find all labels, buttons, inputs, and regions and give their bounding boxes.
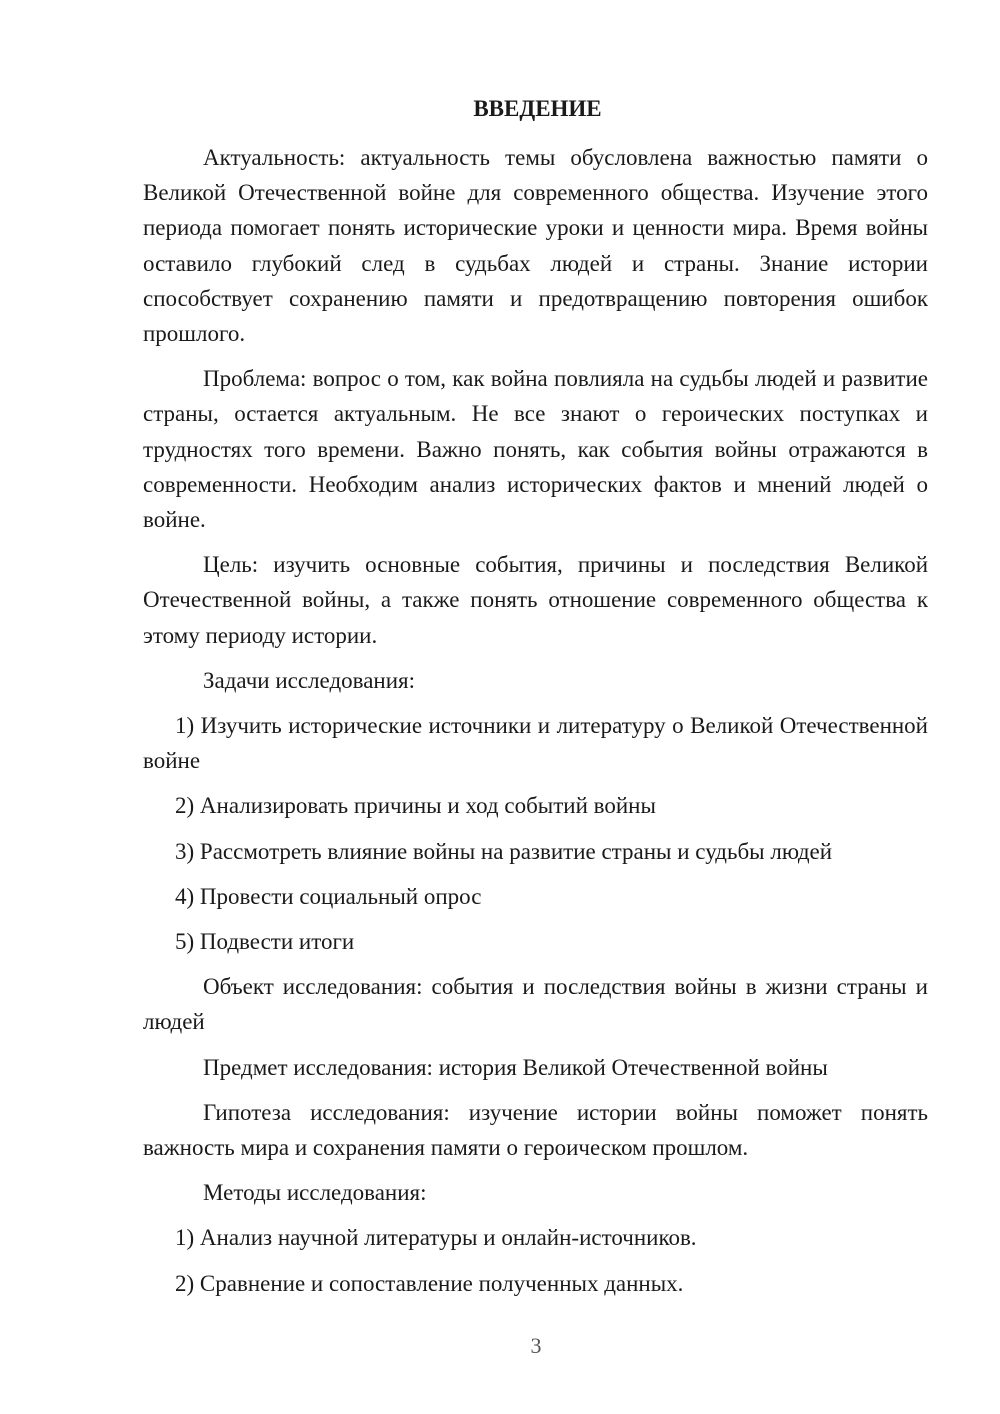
task-item-2: 2) Анализировать причины и ход событий войны — [175, 793, 656, 819]
task-item-1: 1) Изучить исторические источники и литературу о Великой Отечественной войне — [143, 713, 928, 774]
hypothesis-paragraph: Гипотеза исследования: изучение истории войны поможет понять важность мира и сохранения памяти о героическом прошлом. — [143, 1099, 928, 1161]
task-item-5: 5) Подвести итоги — [175, 929, 355, 955]
relevance-paragraph: Актуальность: актуальность темы обусловлена важностью памяти о Великой Отечественной войне для современного общества. Изучение этого периода помогает понять исторические уроки и ценности мира. Время войны оставило глубокий след в судьбах людей и страны. Знание истории способствует сохранению памяти и предотвращению повторения ошибок прошлого. — [143, 145, 928, 347]
goal-paragraph: Цель: изучить основные события, причины и последствия Великой Отечественной войны, а также понять отношение современного общества к этому периоду истории. — [143, 552, 928, 648]
problem-paragraph: Проблема: вопрос о том, как война повлияла на судьбы людей и развитие страны, остается актуальным. Не все знают о героических поступках и трудностях того времени. Важно понять, как события войны отражаются в современности. Необходим анализ исторических фактов и мнений людей о войне. — [143, 366, 928, 533]
page-number: 3 — [530, 1333, 542, 1358]
task-item-4: 4) Провести социальный опрос — [175, 883, 482, 909]
method-item-2: 2) Сравнение и сопоставление полученных данных. — [175, 1270, 684, 1296]
method-item-1: 1) Анализ научной литературы и онлайн-источников. — [175, 1225, 697, 1251]
object-paragraph: Объект исследования: события и последствия войны в жизни страны и людей — [143, 974, 928, 1035]
task-item-3: 3) Рассмотреть влияние войны на развитие страны и судьбы людей — [175, 838, 833, 864]
subject-paragraph: Предмет исследования: история Великой Отечественной войны — [203, 1054, 828, 1080]
tasks-title: Задачи исследования: — [203, 667, 416, 693]
section-heading: ВВЕДЕНИЕ — [473, 96, 602, 121]
methods-title: Методы исследования: — [203, 1180, 427, 1206]
document-page — [143, 92, 928, 1311]
